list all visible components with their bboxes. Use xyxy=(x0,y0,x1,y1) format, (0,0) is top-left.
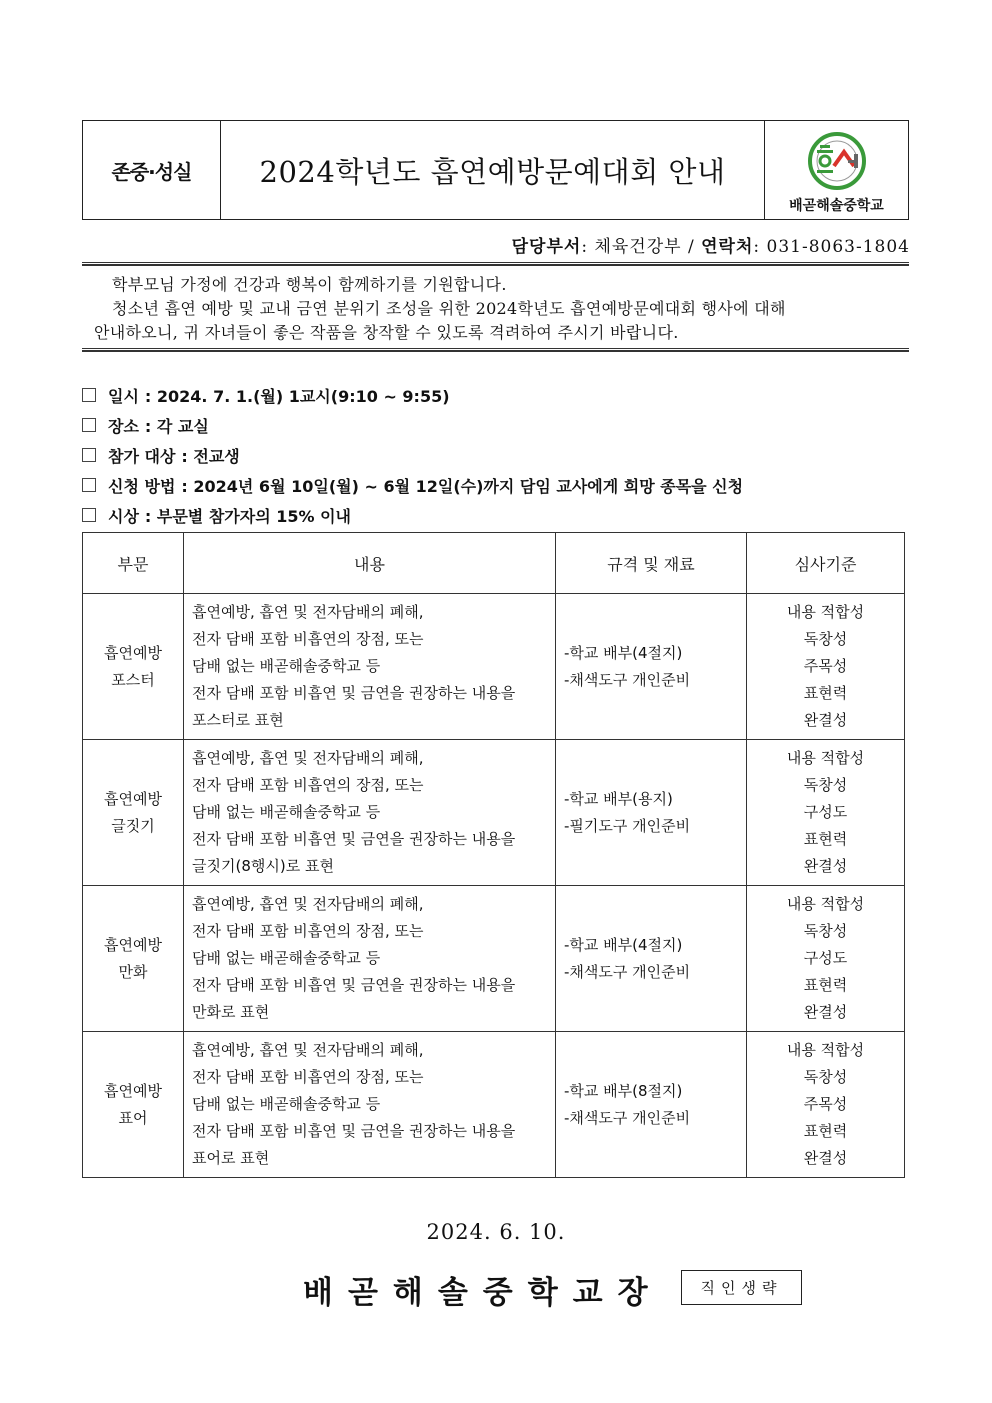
intro-line: 안내하오니, 귀 자녀들이 좋은 작품을 창작할 수 있도록 격려하여 주시기 바랍니다. xyxy=(94,323,679,342)
content-cell xyxy=(184,740,556,886)
item-value: : 각 교실 xyxy=(144,416,209,436)
column-header: 내용 xyxy=(184,533,556,594)
cell-line: 표어로 표현 xyxy=(192,1149,270,1167)
cell-line: 표현력 xyxy=(803,830,848,848)
phone-label: 연락처 xyxy=(701,237,754,257)
dept-label: 담당부서 xyxy=(511,237,582,257)
criteria-cell xyxy=(747,1032,905,1178)
table-row xyxy=(83,740,905,886)
checkbox-icon xyxy=(82,448,96,462)
column-header: 심사기준 xyxy=(747,533,905,594)
list-item-award xyxy=(82,500,743,530)
cell-line: 포스터 xyxy=(111,670,155,689)
cell-line: 표현력 xyxy=(803,1122,848,1140)
cell-line: 전자 담배 포함 비흡연의 장점, 또는 xyxy=(192,630,424,648)
cell-line: 전자 담배 포함 비흡연의 장점, 또는 xyxy=(192,1068,424,1086)
cell-line: 내용 적합성 xyxy=(786,603,865,621)
cell-line: -채색도구 개인준비 xyxy=(564,962,691,981)
cell-line: 완결성 xyxy=(803,1149,848,1167)
document-date: 2024. 6. 10. xyxy=(426,1220,566,1244)
cell-line: 담배 없는 배곧해솔중학교 등 xyxy=(192,949,381,967)
spec-cell xyxy=(556,1032,747,1178)
checkbox-icon xyxy=(82,508,96,522)
checkbox-icon xyxy=(82,388,96,402)
list-item-date xyxy=(82,380,743,410)
school-motto: 존중·성실 xyxy=(83,121,221,219)
seal-omitted-box: 직인생략 xyxy=(681,1270,802,1305)
list-item-apply xyxy=(82,470,743,500)
cell-line: 흡연예방 xyxy=(104,789,162,808)
cell-line: -채색도구 개인준비 xyxy=(564,670,691,689)
cell-line: 완결성 xyxy=(803,857,848,875)
column-header: 규격 및 재료 xyxy=(556,533,747,594)
cell-line: 완결성 xyxy=(803,711,848,729)
cell-line: 담배 없는 배곧해솔중학교 등 xyxy=(192,1095,381,1113)
cell-line: 만화로 표현 xyxy=(192,1003,270,1021)
table-row xyxy=(83,1032,905,1178)
item-label: 시상 xyxy=(108,506,139,526)
cell-line: 흡연예방, 흡연 및 전자담배의 폐해, xyxy=(192,895,424,913)
criteria-cell xyxy=(747,594,905,740)
cell-line: 독창성 xyxy=(803,1068,848,1086)
content-cell xyxy=(184,1032,556,1178)
document-header xyxy=(82,120,909,220)
criteria-cell xyxy=(747,740,905,886)
principal-signature: 배곧해솔중학교장 xyxy=(303,1275,663,1311)
spec-cell xyxy=(556,740,747,886)
content-cell xyxy=(184,886,556,1032)
cell-line: -학교 배부(4절지) xyxy=(564,935,683,954)
cell-line: 내용 적합성 xyxy=(786,749,865,767)
cell-line: 흡연예방 xyxy=(104,1081,162,1100)
info-list xyxy=(82,380,743,530)
contact-info xyxy=(512,232,910,257)
item-label: 신청 방법 xyxy=(108,476,176,496)
document-title: 2024학년도 흡연예방문예대회 안내 xyxy=(259,154,726,189)
table-row xyxy=(83,594,905,740)
item-value: : 2024. 7. 1.(월) 1교시(9:10 ~ 9:55) xyxy=(144,386,450,406)
cell-line: 표현력 xyxy=(803,976,848,994)
cell-line: 흡연예방 xyxy=(104,935,162,954)
contest-table xyxy=(82,532,905,1178)
list-item-target xyxy=(82,440,743,470)
cell-line: 글짓기 xyxy=(111,816,155,835)
school-logo-text: 배곧해솔중학교 xyxy=(789,198,884,214)
cell-line: 구성도 xyxy=(803,803,848,821)
intro-paragraph xyxy=(94,273,904,345)
cell-line: 전자 담배 포함 비흡연 및 금연을 권장하는 내용을 xyxy=(192,684,516,702)
cell-line: 독창성 xyxy=(803,630,848,648)
dept-cell xyxy=(83,1032,184,1178)
divider-bottom xyxy=(82,348,909,352)
dept-cell xyxy=(83,740,184,886)
cell-line: -채색도구 개인준비 xyxy=(564,1108,691,1127)
cell-line: 전자 담배 포함 비흡연의 장점, 또는 xyxy=(192,922,424,940)
spec-cell xyxy=(556,594,747,740)
dept-cell xyxy=(83,594,184,740)
cell-line: 완결성 xyxy=(803,1003,848,1021)
cell-line: 전자 담배 포함 비흡연 및 금연을 권장하는 내용을 xyxy=(192,976,516,994)
item-value: : 전교생 xyxy=(181,446,240,466)
spec-cell xyxy=(556,886,747,1032)
cell-line: 독창성 xyxy=(803,776,848,794)
item-label: 참가 대상 xyxy=(108,446,176,466)
cell-line: 담배 없는 배곧해솔중학교 등 xyxy=(192,657,381,675)
cell-line: 전자 담배 포함 비흡연의 장점, 또는 xyxy=(192,776,424,794)
school-emblem-icon xyxy=(804,130,870,192)
content-cell xyxy=(184,594,556,740)
table-row xyxy=(83,886,905,1032)
cell-line: 내용 적합성 xyxy=(786,895,865,913)
cell-line: 포스터로 표현 xyxy=(192,711,284,729)
phone-value: : 031-8063-1804 xyxy=(753,237,910,257)
cell-line: 표어 xyxy=(118,1108,148,1127)
list-item-place xyxy=(82,410,743,440)
checkbox-icon xyxy=(82,478,96,492)
item-label: 일시 xyxy=(108,386,139,406)
checkbox-icon xyxy=(82,418,96,432)
cell-line: 주목성 xyxy=(803,657,848,675)
column-header: 부문 xyxy=(83,533,184,594)
dept-value: : 체육건강부 / xyxy=(581,237,702,257)
cell-line: 흡연예방, 흡연 및 전자담배의 폐해, xyxy=(192,749,424,767)
cell-line: -학교 배부(4절지) xyxy=(564,643,683,662)
cell-line: -학교 배부(용지) xyxy=(564,789,673,808)
cell-line: 흡연예방, 흡연 및 전자담배의 폐해, xyxy=(192,1041,424,1059)
cell-line: 표현력 xyxy=(803,684,848,702)
cell-line: 내용 적합성 xyxy=(786,1041,865,1059)
cell-line: -학교 배부(8절지) xyxy=(564,1081,683,1100)
cell-line: 만화 xyxy=(118,962,148,981)
divider-top xyxy=(82,262,909,266)
cell-line: 독창성 xyxy=(803,922,848,940)
dept-cell xyxy=(83,886,184,1032)
table-header-row xyxy=(83,533,905,594)
item-label: 장소 xyxy=(108,416,139,436)
cell-line: 담배 없는 배곧해솔중학교 등 xyxy=(192,803,381,821)
school-logo xyxy=(764,121,908,219)
item-value: : 부문별 참가자의 15% 이내 xyxy=(144,506,352,526)
cell-line: 전자 담배 포함 비흡연 및 금연을 권장하는 내용을 xyxy=(192,830,516,848)
intro-line: 청소년 흡연 예방 및 교내 금연 분위기 조성을 위한 2024학년도 흡연예방문예대회 행사에 대해 xyxy=(112,299,786,318)
criteria-cell xyxy=(747,886,905,1032)
cell-line: -필기도구 개인준비 xyxy=(564,816,691,835)
cell-line: 글짓기(8행시)로 표현 xyxy=(192,857,334,875)
cell-line: 주목성 xyxy=(803,1095,848,1113)
cell-line: 흡연예방, 흡연 및 전자담배의 폐해, xyxy=(192,603,424,621)
cell-line: 전자 담배 포함 비흡연 및 금연을 권장하는 내용을 xyxy=(192,1122,516,1140)
intro-line: 학부모님 가정에 건강과 행복이 함께하기를 기원합니다. xyxy=(112,275,507,294)
item-value: : 2024년 6월 10일(월) ~ 6월 12일(수)까지 담임 교사에게 희망 종목을 신청 xyxy=(181,476,744,496)
cell-line: 구성도 xyxy=(803,949,848,967)
cell-line: 흡연예방 xyxy=(104,643,162,662)
